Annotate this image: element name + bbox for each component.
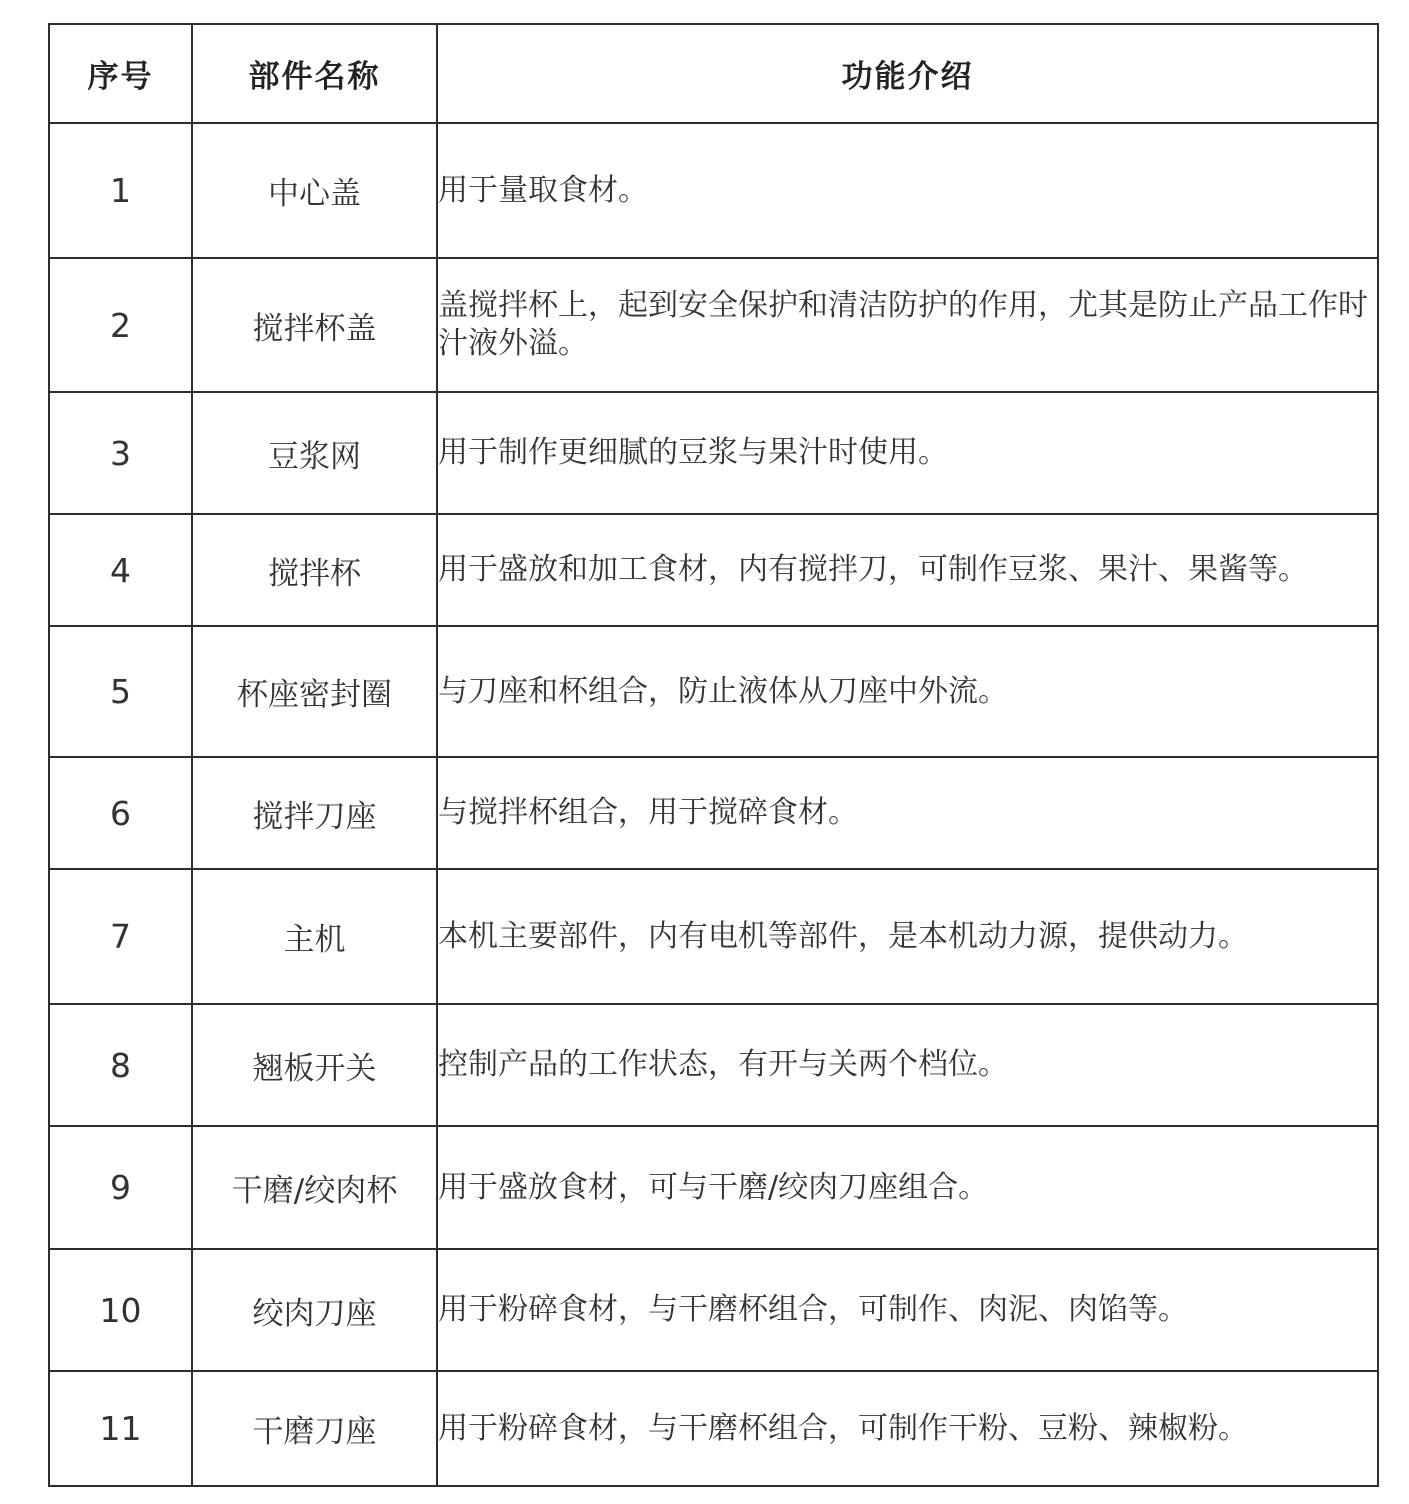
row-part-name: 翘板开关	[192, 1004, 437, 1126]
table-row	[49, 1249, 1378, 1371]
row-index: 5	[49, 626, 192, 757]
table-row	[49, 757, 1378, 869]
header-part-name: 部件名称	[192, 24, 437, 123]
row-function: 用于粉碎食材，与干磨杯组合，可制作、肉泥、肉馅等。	[437, 1249, 1378, 1371]
table-row	[49, 514, 1378, 626]
table-row	[49, 258, 1378, 392]
header-function: 功能介绍	[437, 24, 1378, 123]
table-row	[49, 392, 1378, 514]
row-part-name: 豆浆网	[192, 392, 437, 514]
table-row	[49, 1126, 1378, 1249]
row-part-name: 干磨刀座	[192, 1371, 437, 1486]
row-function: 与搅拌杯组合，用于搅碎食材。	[437, 757, 1378, 869]
row-function: 盖搅拌杯上，起到安全保护和清洁防护的作用，尤其是防止产品工作时汁液外溢。	[437, 258, 1378, 392]
row-index: 10	[49, 1249, 192, 1371]
row-index: 1	[49, 123, 192, 258]
row-index: 8	[49, 1004, 192, 1126]
table-row	[49, 869, 1378, 1004]
row-part-name: 绞肉刀座	[192, 1249, 437, 1371]
table-row	[49, 1371, 1378, 1486]
row-part-name: 杯座密封圈	[192, 626, 437, 757]
row-index: 11	[49, 1371, 192, 1486]
row-part-name: 搅拌杯盖	[192, 258, 437, 392]
row-part-name: 干磨/绞肉杯	[192, 1126, 437, 1249]
row-function: 控制产品的工作状态，有开与关两个档位。	[437, 1004, 1378, 1126]
row-index: 6	[49, 757, 192, 869]
row-function: 用于盛放和加工食材，内有搅拌刀，可制作豆浆、果汁、果酱等。	[437, 514, 1378, 626]
table-row	[49, 123, 1378, 258]
row-index: 9	[49, 1126, 192, 1249]
row-function: 本机主要部件，内有电机等部件，是本机动力源，提供动力。	[437, 869, 1378, 1004]
row-part-name: 搅拌杯	[192, 514, 437, 626]
row-function: 用于盛放食材，可与干磨/绞肉刀座组合。	[437, 1126, 1378, 1249]
row-function: 与刀座和杯组合，防止液体从刀座中外流。	[437, 626, 1378, 757]
row-part-name: 搅拌刀座	[192, 757, 437, 869]
row-part-name: 主机	[192, 869, 437, 1004]
parts-table	[48, 23, 1379, 1487]
table-header-row	[49, 24, 1378, 123]
row-function: 用于量取食材。	[437, 123, 1378, 258]
table-row	[49, 626, 1378, 757]
row-index: 3	[49, 392, 192, 514]
row-index: 4	[49, 514, 192, 626]
row-function: 用于粉碎食材，与干磨杯组合，可制作干粉、豆粉、辣椒粉。	[437, 1371, 1378, 1486]
row-part-name: 中心盖	[192, 123, 437, 258]
row-index: 2	[49, 258, 192, 392]
header-index: 序号	[49, 24, 192, 123]
row-index: 7	[49, 869, 192, 1004]
table-row	[49, 1004, 1378, 1126]
row-function: 用于制作更细腻的豆浆与果汁时使用。	[437, 392, 1378, 514]
